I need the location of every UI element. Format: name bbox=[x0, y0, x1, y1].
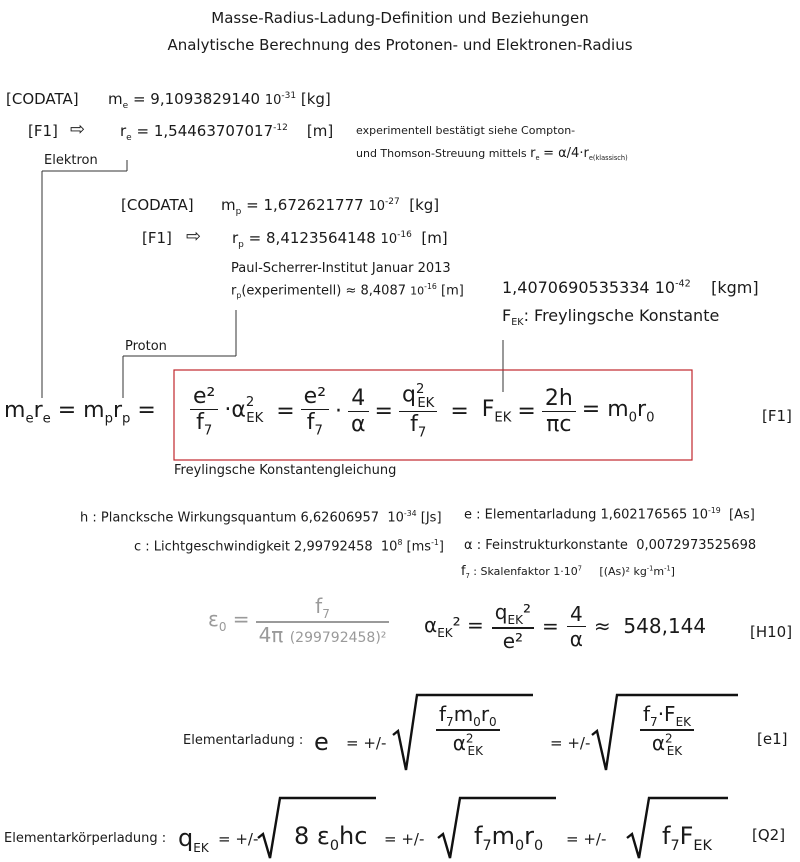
e1-label: Elementarladung : bbox=[183, 733, 304, 748]
main-equation-caption: Freylingsche Konstantengleichung bbox=[174, 463, 397, 478]
q2-plusminus-1: = +/- bbox=[218, 830, 259, 848]
electron-radius-line: $r_e = 1,54463707017^{-12}$ [m] bbox=[120, 122, 334, 143]
e1-e-symbol: e bbox=[314, 728, 329, 756]
q2-tag: [Q2] bbox=[752, 826, 786, 844]
q2-plusminus-3: = +/- bbox=[566, 830, 607, 848]
arrow-icon: ⇨ bbox=[70, 119, 86, 140]
constant-c: c : Lichtgeschwindigkeit 2,99792458 $10^8$ $[ms^{-1}]$ bbox=[134, 538, 444, 555]
e1-frac-2: $\frac{f_7\cdot F_{EK}}{\alpha^2_{EK}}$ bbox=[640, 702, 694, 758]
q2-label: Elementarkörperladung : bbox=[4, 831, 167, 846]
constant-alpha: α : Feinstrukturkonstante 0,0072973525698 bbox=[464, 538, 757, 553]
epsilon-zero-formula: $\varepsilon_0$ = $\frac{f_7}{\text{4π (299792458)²}}$ bbox=[208, 594, 389, 647]
constant-h: h : Plancksche Wirkungsquantum 6,62606957 $10^{-34}$ [Js] bbox=[80, 509, 442, 526]
fek-name: $F_{EK}$: Freylingsche Konstante bbox=[502, 306, 720, 329]
title-line-1: Masse-Radius-Ladung-Definition und Beziehungen bbox=[211, 9, 589, 27]
fek-value: 1,4070690535334 $10^{-42}$ [kgm] bbox=[502, 278, 759, 297]
q2-plusminus-2: = +/- bbox=[384, 830, 425, 848]
q2-term-2: $f_7m_0r_0$ bbox=[474, 822, 544, 854]
e1-plusminus-1: = +/- bbox=[346, 734, 387, 752]
q2-term-1: 8 $\varepsilon_0hc$ bbox=[294, 822, 368, 854]
q2-q-symbol: $q_{EK}$ bbox=[178, 824, 209, 855]
main-equation-lhs: $m_er_e = m_pr_p$ = bbox=[4, 398, 156, 427]
electron-codata-label: [CODATA] bbox=[6, 90, 79, 108]
proton-mass-line: $m_p = 1,672621777$ $10^{-27}$ [kg] bbox=[221, 196, 440, 217]
proton-codata-label: [CODATA] bbox=[121, 196, 194, 214]
electron-mass-line: $m_e = 9,1093829140$ $10^{-31}$ [kg] bbox=[108, 90, 331, 111]
e1-plusminus-2: = +/- bbox=[550, 734, 591, 752]
electron-note-2: und Thomson-Streuung mittels $r_e = \alpha/4\cdot r_{e(klassisch)}$ bbox=[356, 146, 628, 163]
main-equation-tag: [F1] bbox=[762, 407, 792, 425]
proton-f1-label: [F1] bbox=[142, 229, 172, 247]
electron-f1-label: [F1] bbox=[28, 122, 58, 140]
constant-e: e : Elementarladung 1,602176565 $10^{-19}$ [As] bbox=[464, 506, 755, 523]
title-line-2: Analytische Berechnung des Protonen- und Elektronen-Radius bbox=[167, 36, 633, 54]
electron-note-1: experimentell bestätigt siehe Compton- bbox=[356, 124, 576, 137]
main-equation-rhs: $\frac{\text{e²}}{f_7}$ $\cdot\alpha^2_{EK}$ = $\frac{\text{e²}}{f_7}$ · $\frac{4}{\alpha}$ = $\frac{q^2_{EK}}{f_7}$ = $F_{EK}$ = $\frac{2h}{\pi c}$ = $m_0r_0$ bbox=[190, 382, 654, 441]
electron-label: Elektron bbox=[44, 153, 98, 168]
proton-experimental-note: $r_p(experimentell) \approx 8,4087$ $10^{-16}$ [m] bbox=[231, 282, 464, 300]
constant-f7: $f_7$ : Skalenfaktor $1\cdot 10^7$ [(As)² $kg^{-1}m^{-1}$] bbox=[461, 564, 675, 581]
h10-formula: $\alpha_{EK}^2$ = $\frac{q_{EK}^2}{\text{e²}}$ = $\frac{4}{\alpha}$ ≈ 548,144 bbox=[424, 600, 707, 653]
proton-radius-line: $r_p = 8,4123564148$ $10^{-16}$ [m] bbox=[232, 229, 448, 250]
e1-tag: [e1] bbox=[757, 730, 788, 748]
e1-frac-1: $\frac{f_7m_0r_0}{\alpha^2_{EK}}$ bbox=[436, 702, 500, 758]
proton-psi-note: Paul-Scherrer-Institut Januar 2013 bbox=[231, 261, 451, 276]
arrow-icon: ⇨ bbox=[186, 226, 202, 247]
q2-term-3: $f_7F_{EK}$ bbox=[662, 822, 712, 854]
proton-label: Proton bbox=[125, 339, 167, 354]
h10-tag: [H10] bbox=[750, 623, 793, 641]
